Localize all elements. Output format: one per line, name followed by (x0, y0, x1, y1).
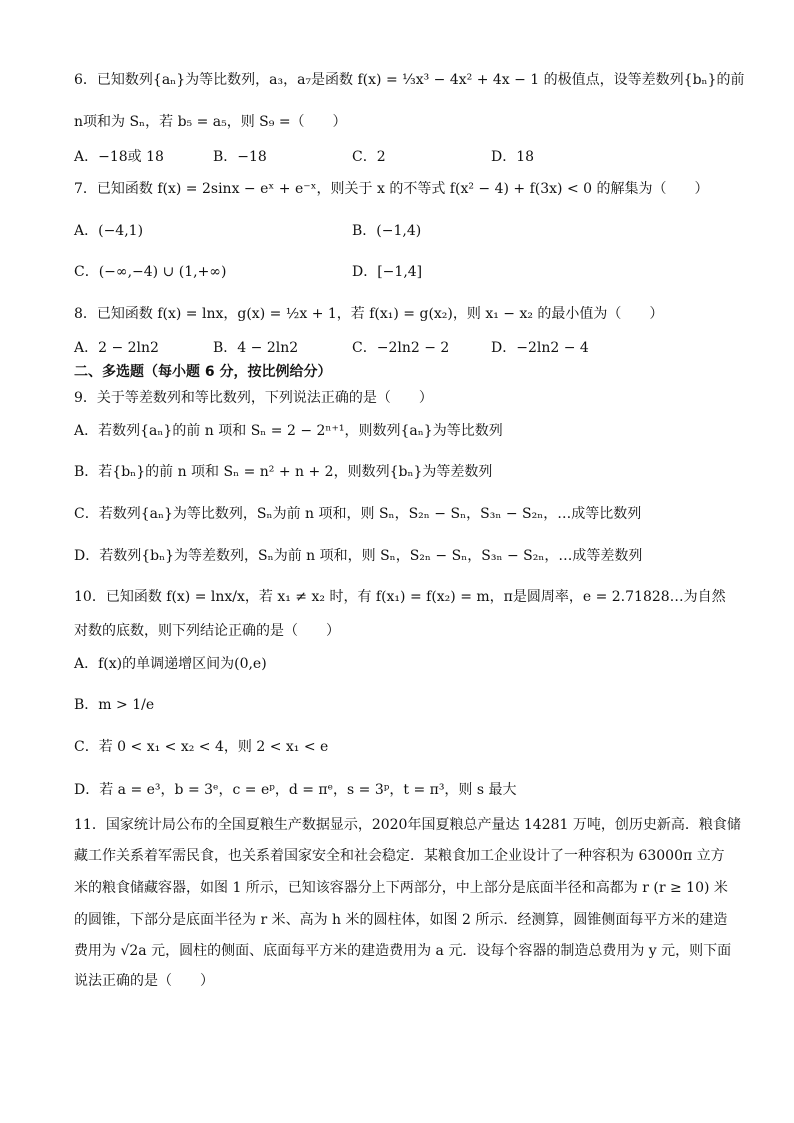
q10-option-c: C．若 0 < x₁ < x₂ < 4，则 2 < x₁ < e (74, 739, 329, 755)
q9-option-a: A．若数列{aₙ}的前 n 项和 Sₙ = 2 − 2ⁿ⁺¹，则数列{aₙ}为等比数列 (74, 423, 503, 439)
q8-option-b: B．4 − 2ln2 (213, 340, 299, 356)
q6-option-d: D．18 (491, 149, 535, 165)
q8-option-c: C．−2ln2 − 2 (352, 340, 450, 356)
q11-stem-line6: 说法正确的是（ ） (74, 973, 214, 989)
section-heading-multiple-choice: 二、多选题（每小题 6 分，按比例给分） (74, 364, 332, 380)
q9-option-c: C．若数列{aₙ}为等比数列，Sₙ为前 n 项和，则 Sₙ，S₂ₙ − Sₙ，S₃ₙ − S₂ₙ，…成等比数列 (74, 506, 642, 522)
q6-stem-line1: 6．已知数列{aₙ}为等比数列，a₃，a₇是函数 f(x) = ⅓x³ − 4x² + 4x − 1 的极值点，设等差数列{bₙ}的前 (74, 72, 745, 88)
q7-option-c: C．(−∞,−4) ∪ (1,+∞) (74, 264, 227, 280)
q10-option-d: D．若 a = e³，b = 3ᵉ，c = eᵖ，d = πᵉ，s = 3ᵖ，t = π³，则 s 最大 (74, 782, 517, 798)
q11-stem-line3: 米的粮食储藏容器，如图 1 所示，已知该容器分上下两部分，中上部分是底面半径和高都为 r (r ≥ 10) 米 (74, 880, 728, 896)
q7-option-a: A．(−4,1) (74, 223, 144, 239)
q10-stem-line1: 10．已知函数 f(x) = lnx/x，若 x₁ ≠ x₂ 时，有 f(x₁) = f(x₂) = m，π是圆周率，e = 2.71828…为自然 (74, 589, 726, 605)
q11-stem-line2: 藏工作关系着军需民食，也关系着国家安全和社会稳定．某粮食加工企业设计了一种容积为 63000π 立方 (74, 848, 725, 864)
q7-stem: 7．已知函数 f(x) = 2sinx − eˣ + e⁻ˣ，则关于 x 的不等式 f(x² − 4) + f(3x) < 0 的解集为（ ） (74, 181, 709, 197)
q10-option-a: A．f(x)的单调递增区间为(0,e) (74, 656, 267, 672)
q11-stem-line4: 的圆锥，下部分是底面半径为 r 米、高为 h 米的圆柱体，如图 2 所示．经测算，圆锥侧面每平方米的建造 (74, 912, 728, 928)
q8-option-d: D．−2ln2 − 4 (491, 340, 589, 356)
q6-option-b: B．−18 (213, 149, 267, 165)
q7-option-b: B．(−1,4) (352, 223, 422, 239)
q6-option-a: A．−18或 18 (74, 149, 164, 165)
q10-stem-line2: 对数的底数，则下列结论正确的是（ ） (74, 623, 340, 639)
q6-option-c: C．2 (352, 149, 386, 165)
q8-option-a: A．2 − 2ln2 (74, 340, 159, 356)
q10-option-b: B．m > 1/e (74, 697, 155, 713)
q9-option-b: B．若{bₙ}的前 n 项和 Sₙ = n² + n + 2，则数列{bₙ}为等差数列 (74, 464, 493, 480)
q9-option-d: D．若数列{bₙ}为等差数列，Sₙ为前 n 项和，则 Sₙ，S₂ₙ − Sₙ，S₃ₙ − S₂ₙ，…成等差数列 (74, 548, 643, 564)
q11-stem-line5: 费用为 √2a 元，圆柱的侧面、底面每平方米的建造费用为 a 元．设每个容器的制造总费用为 y 元，则下面 (74, 943, 732, 959)
q9-stem: 9．关于等差数列和等比数列，下列说法正确的是（ ） (74, 390, 433, 406)
q7-option-d: D．[−1,4] (352, 264, 423, 280)
q11-stem-line1: 11．国家统计局公布的全国夏粮生产数据显示，2020年国夏粮总产量达 14281 万吨，创历史新高．粮食储 (74, 817, 741, 833)
q8-stem: 8．已知函数 f(x) = lnx，g(x) = ½x + 1，若 f(x₁) = g(x₂)，则 x₁ − x₂ 的最小值为（ ） (74, 306, 664, 322)
q6-stem-line2: n项和为 Sₙ，若 b₅ = a₅，则 S₉ =（ ） (74, 114, 347, 130)
